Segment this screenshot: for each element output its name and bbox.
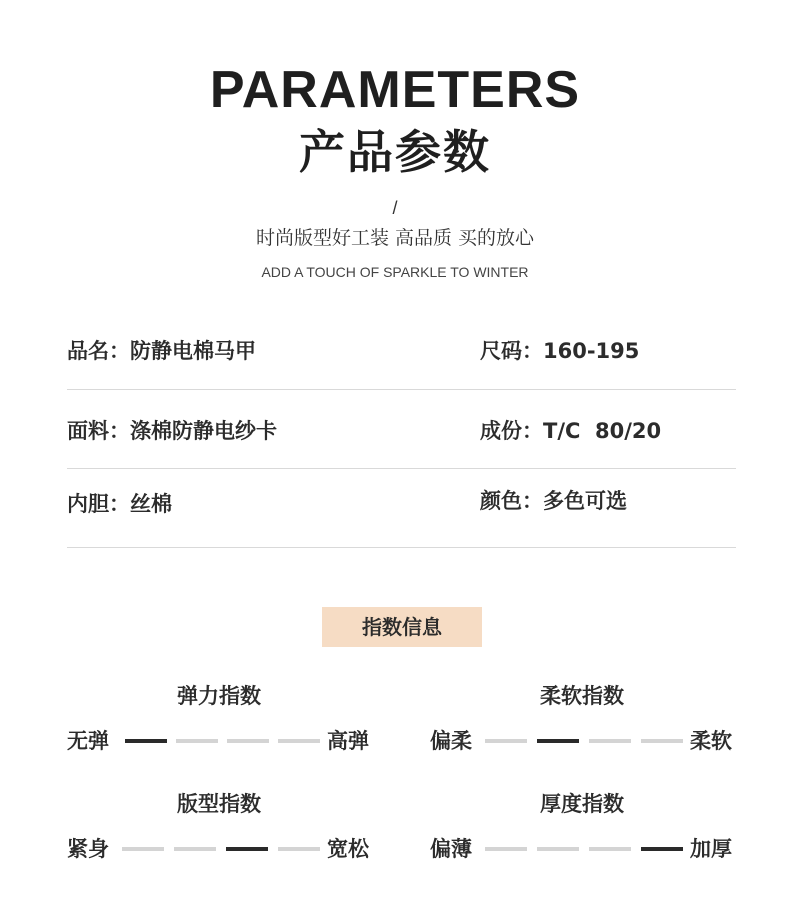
fit-index-title: 版型指数 [177,792,261,816]
page-title-en: PARAMETERS [209,61,581,119]
thickness-index-title: 厚度指数 [540,792,624,816]
scale-segment [537,847,579,851]
scale-segment-active [226,847,268,851]
divider [67,389,736,390]
scale-segment-active [641,847,683,851]
param-product-name: 品名：防静电棉马甲 [67,339,256,363]
scale-segment-active [125,739,167,743]
param-composition: 成份：T/C 80/20 [480,419,662,443]
scale-segment [174,847,216,851]
scale-segment [589,847,631,851]
scale-segment-active [537,739,579,743]
scale-segment [589,739,631,743]
param-size: 尺码：160-195 [480,339,640,363]
elasticity-max-label: 高弹 [327,729,369,753]
thickness-min-label: 偏薄 [430,837,472,861]
scale-segment [122,847,164,851]
softness-index-title: 柔软指数 [540,684,624,708]
softness-max-label: 柔软 [690,729,732,753]
scale-segment [176,739,218,743]
param-lining: 内胆：丝棉 [67,492,172,516]
scale-segment [641,739,683,743]
fit-max-label: 宽松 [327,837,369,861]
thickness-max-label: 加厚 [690,837,732,861]
index-info-badge: 指数信息 [322,607,482,647]
divider [67,547,736,548]
title-separator: / [392,198,398,218]
fit-min-label: 紧身 [67,837,109,861]
page-title-cn: 产品参数 [299,125,491,179]
scale-segment [485,847,527,851]
elasticity-min-label: 无弹 [67,729,109,753]
param-fabric: 面料：涤棉防静电纱卡 [67,419,277,443]
subtitle: 时尚版型好工装 高品质 买的放心 [255,227,535,249]
tagline: ADD A TOUCH OF SPARKLE TO WINTER [261,264,529,280]
scale-segment [227,739,269,743]
scale-segment [278,847,320,851]
scale-segment [278,739,320,743]
param-color: 颜色：多色可选 [480,489,627,513]
elasticity-index-title: 弹力指数 [177,684,261,708]
scale-segment [485,739,527,743]
divider [67,468,736,469]
softness-min-label: 偏柔 [430,729,472,753]
